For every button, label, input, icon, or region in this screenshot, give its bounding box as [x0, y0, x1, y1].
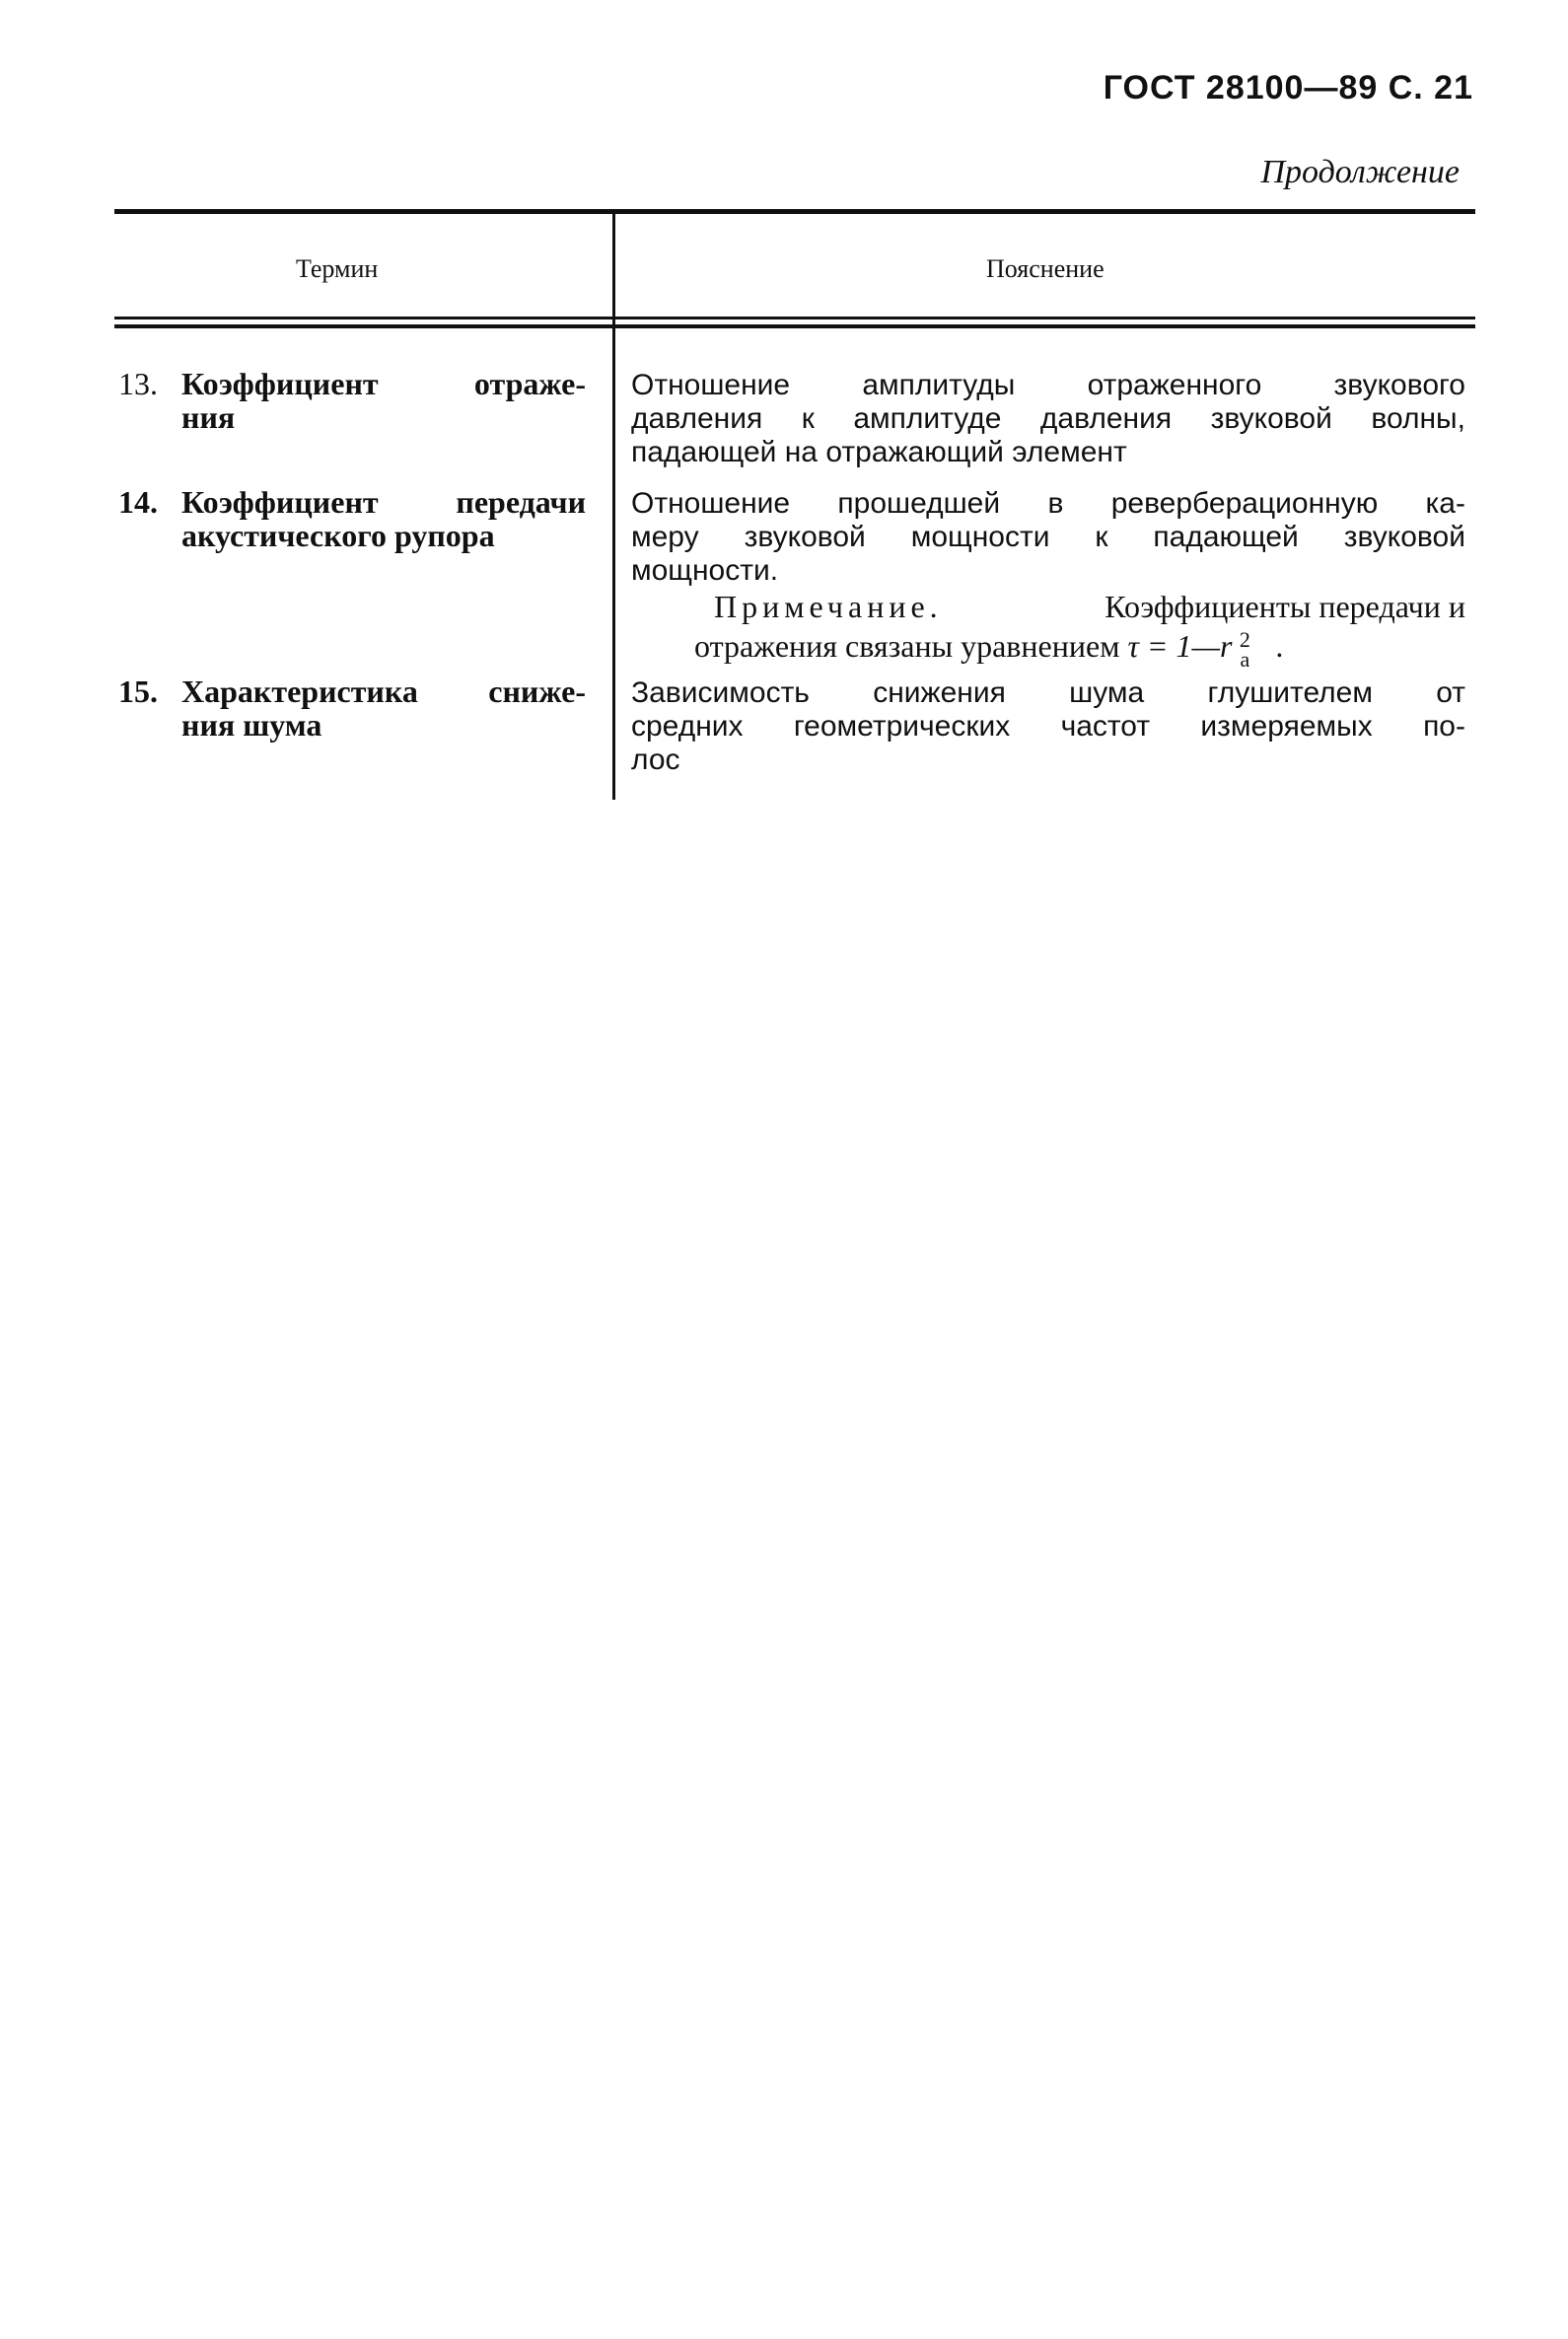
explanation-row-13 — [631, 369, 1465, 469]
header-rule-lower — [114, 324, 1475, 328]
page-number: С. 21 — [1388, 69, 1473, 106]
explanation-word: ка- — [1425, 487, 1465, 520]
term-line: акустического рупора — [181, 518, 495, 553]
explanation-word: волны, — [1371, 402, 1465, 435]
explanation-word: Зависимость — [631, 676, 810, 709]
note-line-1 — [631, 590, 1465, 623]
note-text-1: Коэффициенты передачи и — [1105, 589, 1465, 624]
explanation-row-14 — [631, 487, 1465, 588]
term-line — [118, 367, 586, 400]
term-word: Характеристика — [181, 673, 418, 709]
term-word: отраже- — [473, 366, 586, 401]
formula-period: . — [1275, 628, 1284, 664]
explanation-word: звуковой — [1210, 402, 1332, 435]
note-label: Примечание. — [714, 589, 943, 624]
column-header-explanation: Пояснение — [986, 254, 1105, 283]
explanation-word: снижения — [873, 676, 1006, 709]
explanation-row-15 — [631, 676, 1465, 777]
explanation-word: шума — [1069, 676, 1145, 709]
explanation-word: амплитуде — [853, 402, 1002, 435]
explanation-word: к — [801, 402, 815, 435]
explanation-word: геометрических — [793, 710, 1011, 743]
term-number: 14. — [118, 484, 158, 520]
continuation-label: Продолжение — [1260, 154, 1460, 190]
formula-indices — [1232, 626, 1257, 672]
explanation-word: звуковой — [744, 521, 866, 553]
note-row-14 — [631, 590, 1465, 670]
explanation-line — [631, 521, 1465, 554]
explanation-word: к — [1095, 521, 1108, 553]
explanation-word: прошедшей — [837, 487, 1001, 520]
explanation-line: мощности. — [631, 554, 779, 587]
explanation-line — [631, 710, 1465, 744]
table-top-rule — [114, 209, 1475, 214]
explanation-word: амплитуды — [862, 369, 1016, 401]
term-number: 13. — [118, 366, 158, 401]
explanation-word: падающей — [1153, 521, 1299, 553]
explanation-word: средних — [631, 710, 744, 743]
term-line — [118, 485, 586, 519]
header-rule-upper — [114, 317, 1475, 319]
explanation-word: звукового — [1333, 369, 1465, 401]
explanation-line — [631, 487, 1465, 521]
explanation-line: лос — [631, 744, 680, 776]
explanation-line — [631, 676, 1465, 710]
term-row-15 — [118, 674, 586, 742]
explanation-word: меру — [631, 521, 699, 553]
explanation-word: частот — [1060, 710, 1151, 743]
explanation-word: в — [1047, 487, 1064, 520]
explanation-line — [631, 369, 1465, 402]
formula — [1127, 626, 1265, 672]
term-word: сниже- — [488, 673, 586, 709]
explanation-word: давления — [1039, 402, 1173, 435]
explanation-word: по- — [1423, 710, 1465, 743]
term-word: передачи — [456, 484, 586, 520]
formula-superscript: 2 — [1239, 626, 1250, 652]
page-header — [1104, 69, 1473, 107]
column-divider — [612, 214, 615, 800]
explanation-word: измеряемых — [1200, 710, 1373, 743]
term-word: Коэффициент — [181, 484, 379, 520]
formula-subscript: a — [1240, 646, 1250, 672]
explanation-word: отраженного — [1087, 369, 1262, 401]
explanation-word: Отношение — [631, 369, 791, 401]
explanation-word: мощности — [910, 521, 1050, 553]
explanation-word: звуковой — [1343, 521, 1465, 553]
explanation-word: давления — [631, 402, 763, 435]
term-line: ния — [181, 399, 236, 435]
explanation-word: глушителем — [1207, 676, 1373, 709]
formula-main: τ = 1—r — [1127, 628, 1233, 664]
explanation-word: реверберационную — [1110, 487, 1379, 520]
note-text-2: отражения связаны уравнением — [694, 628, 1120, 664]
explanation-word: Отношение — [631, 487, 791, 520]
term-row-13 — [118, 367, 586, 434]
term-line: ния шума — [181, 707, 322, 743]
note-line-2 — [631, 626, 1465, 672]
term-word: Коэффициент — [181, 366, 379, 401]
explanation-line — [631, 402, 1465, 436]
explanation-word: от — [1436, 676, 1465, 709]
column-header-term: Термин — [296, 254, 379, 283]
explanation-line: падающей на отражающий элемент — [631, 436, 1127, 468]
standard-number: ГОСТ 28100—89 — [1103, 69, 1379, 106]
term-number: 15. — [118, 673, 158, 709]
term-row-14 — [118, 485, 586, 552]
term-line — [118, 674, 586, 708]
